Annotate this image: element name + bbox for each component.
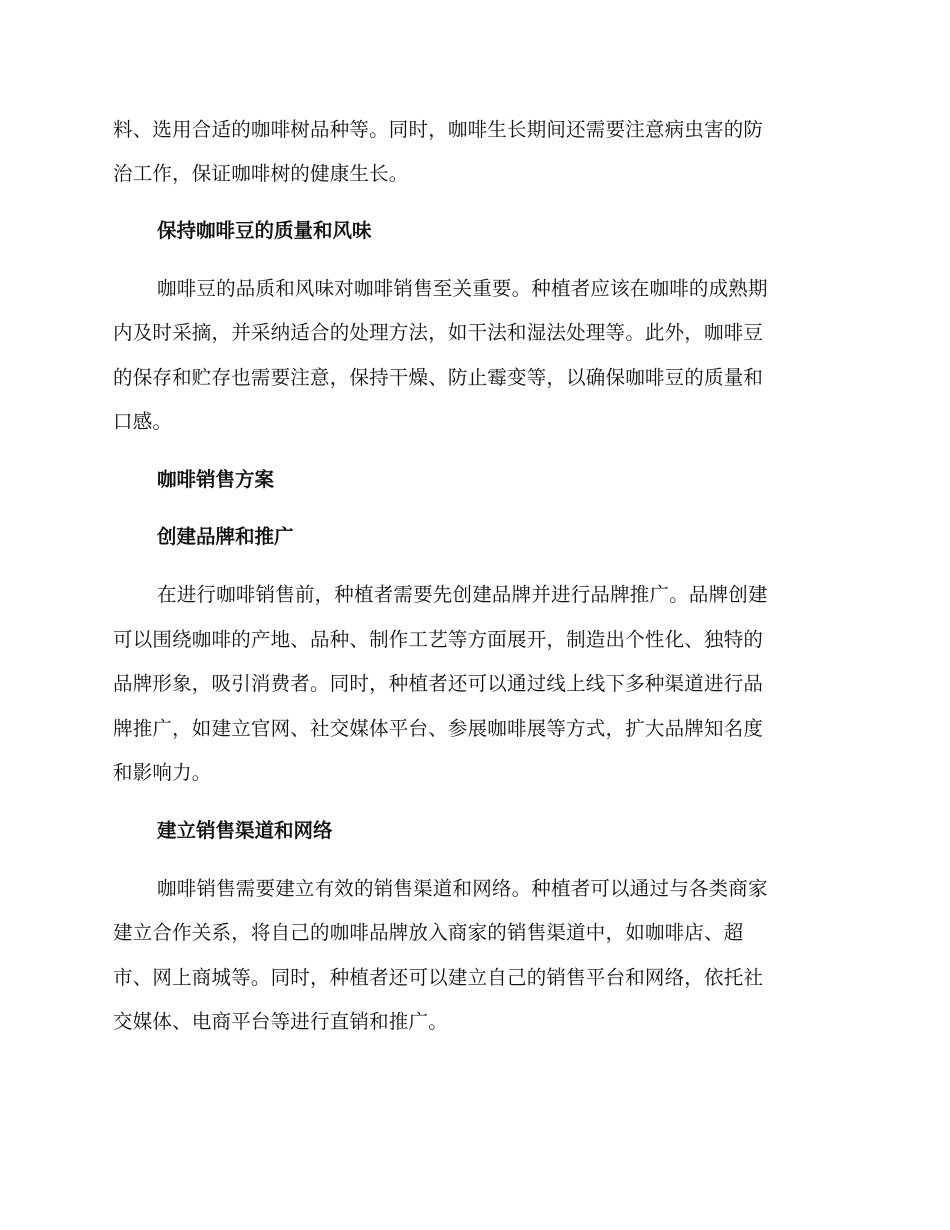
paragraph-line: 咖啡豆的品质和风味对咖啡销售至关重要。种植者应该在咖啡的成熟期 (157, 277, 768, 300)
paragraph-line: 市、网上商城等。同时，种植者还可以建立自己的销售平台和网络，依托社 (113, 966, 764, 989)
paragraph-line: 咖啡销售需要建立有效的销售渠道和网络。种植者可以通过与各类商家 (157, 877, 768, 900)
paragraph-line: 口感。 (113, 410, 173, 433)
paragraph-line: 在进行咖啡销售前，种植者需要先创建品牌并进行品牌推广。品牌创建 (157, 583, 768, 606)
section-heading: 保持咖啡豆的质量和风味 (157, 219, 372, 242)
paragraph-line: 建立合作关系，将自己的咖啡品牌放入商家的销售渠道中，如咖啡店、超 (113, 921, 744, 944)
paragraph-line: 料、选用合适的咖啡树品种等。同时，咖啡生长期间还需要注意病虫害的防 (113, 118, 764, 141)
paragraph-line: 品牌形象，吸引消费者。同时，种植者还可以通过线上线下多种渠道进行品 (113, 672, 764, 695)
paragraph-line: 和影响力。 (113, 761, 212, 784)
section-heading: 建立销售渠道和网络 (157, 819, 333, 842)
paragraph-line: 内及时采摘，并采纳适合的处理方法，如干法和湿法处理等。此外，咖啡豆 (113, 321, 764, 344)
paragraph-line: 牌推广，如建立官网、社交媒体平台、参展咖啡展等方式，扩大品牌知名度 (113, 717, 764, 740)
paragraph-line: 交媒体、电商平台等进行直销和推广。 (113, 1010, 448, 1033)
paragraph-line: 治工作，保证咖啡树的健康生长。 (113, 162, 409, 185)
paragraph-line: 的保存和贮存也需要注意，保持干燥、防止霉变等，以确保咖啡豆的质量和 (113, 366, 764, 389)
paragraph-line: 可以围绕咖啡的产地、品种、制作工艺等方面展开，制造出个性化、独特的 (113, 628, 764, 651)
section-heading: 咖啡销售方案 (157, 468, 275, 491)
section-heading: 创建品牌和推广 (157, 525, 294, 548)
